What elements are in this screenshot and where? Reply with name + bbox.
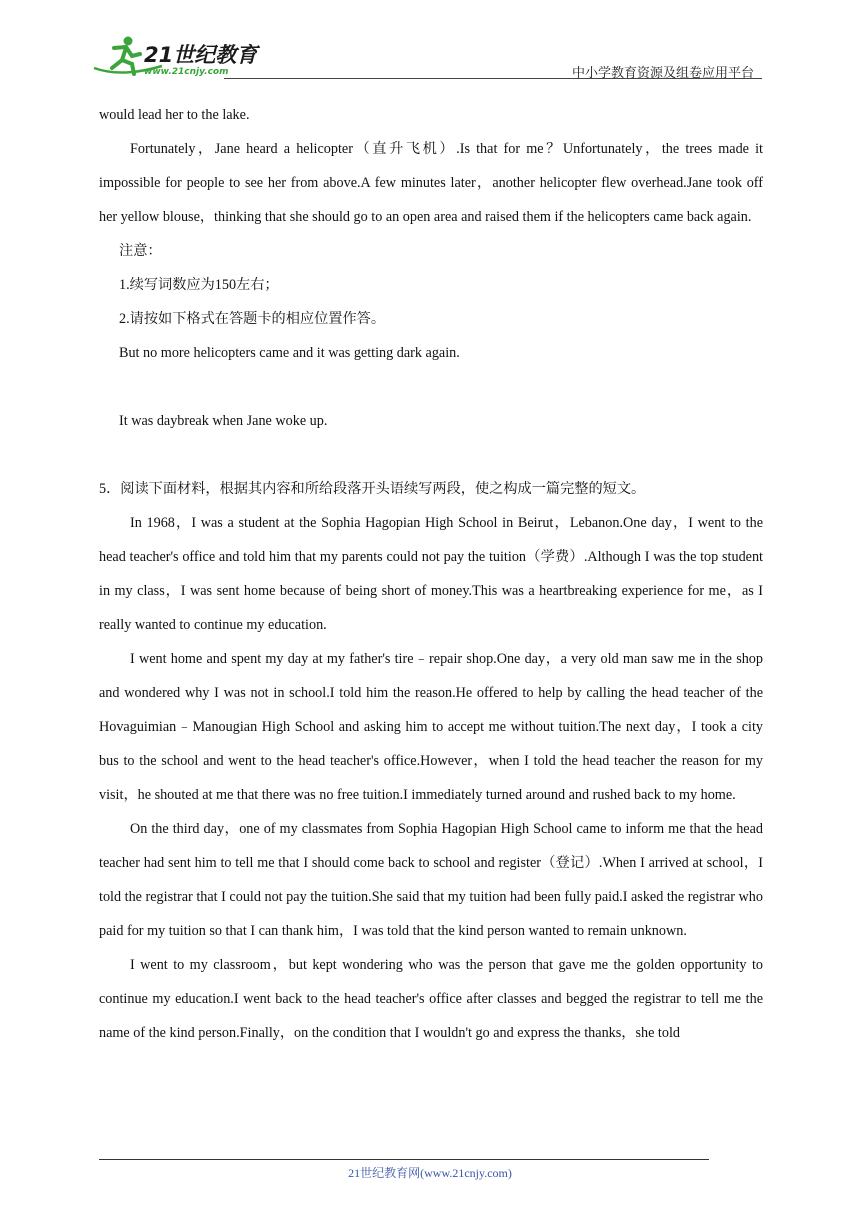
q4-continued-text: would lead her to the lake. — [99, 107, 250, 123]
logo-name: 21世纪教育 — [144, 43, 258, 67]
answer-space — [99, 370, 763, 404]
header-divider — [224, 78, 762, 79]
note-item: 1.续写词数应为150左右； — [119, 277, 279, 293]
paragraph-opener: But no more helicopters came and it was getting dark again. — [119, 345, 460, 361]
q5-paragraph: In 1968，I was a student at the Sophia Hagopian High School in Beirut，Lebanon.One day，I went to the head teacher's office and told him that my parents could not pay the tuition（学费）.Although I was the top student in my class，I was sent home because of being short of money.This was a heartbreaking experience for me，as I really wanted to continue my education. — [99, 515, 763, 633]
document-body — [99, 98, 763, 1050]
answer-space — [99, 438, 763, 472]
note-title: 注意： — [119, 243, 162, 259]
logo-url: www.21cnjy.com — [144, 67, 229, 77]
note-item: 2.请按如下格式在答题卡的相应位置作答。 — [119, 311, 386, 327]
page-header — [92, 34, 762, 80]
q5-paragraph: On the third day，one of my classmates from Sophia Hagopian High School came to inform me that the head teacher had sent him to tell me that I should come back to school and register（登记）.When I arrived at school，I told the registrar that I could not pay the tuition.She said that my tuition had been fully paid.I asked the registrar who paid for my tuition so that I can thank him，I was told that the kind person wanted to remain unknown. — [99, 821, 763, 939]
platform-name: 中小学教育资源及组卷应用平台 — [571, 66, 754, 81]
q5-paragraph: I went home and spent my day at my father's tire﹣repair shop.One day，a very old man saw me in the shop and wondered why I was not in school.I told him the reason.He offered to help by calling the head teacher of the Hovaguimian﹣Manougian High School and asking him to accept me without tuition.The next day，I took a city bus to the school and went to the head teacher's office.However，when I told the head teacher the reason for my visit，he shouted at me that there was no free tuition.I immediately turned around and rushed back to my home. — [99, 651, 763, 803]
site-logo — [92, 34, 262, 78]
q4-paragraph: Fortunately，Jane heard a helicopter（直升飞机）.Is that for me？Unfortunately，the trees made it impossible for people to see her from above.A few minutes later，another helicopter flew overhead.Jane took off her yellow blouse，thinking that she should go to an open area and raised them if the helicopters came back again. — [99, 141, 763, 225]
q5-paragraph: I went to my classroom，but kept wondering who was the person that gave me the golden opportunity to continue my education.I went back to the head teacher's office after classes and begged the registrar to tell me the name of the kind person.Finally，on the condition that I wouldn't go and express the thanks，she told — [99, 957, 763, 1041]
paragraph-opener: It was daybreak when Jane woke up. — [119, 413, 328, 429]
question-5-title: 5．阅读下面材料，根据其内容和所给段落开头语续写两段，使之构成一篇完整的短文。 — [99, 481, 646, 497]
page-footer: 21世纪教育网(www.21cnjy.com) — [348, 1166, 512, 1180]
footer-divider — [99, 1159, 709, 1160]
